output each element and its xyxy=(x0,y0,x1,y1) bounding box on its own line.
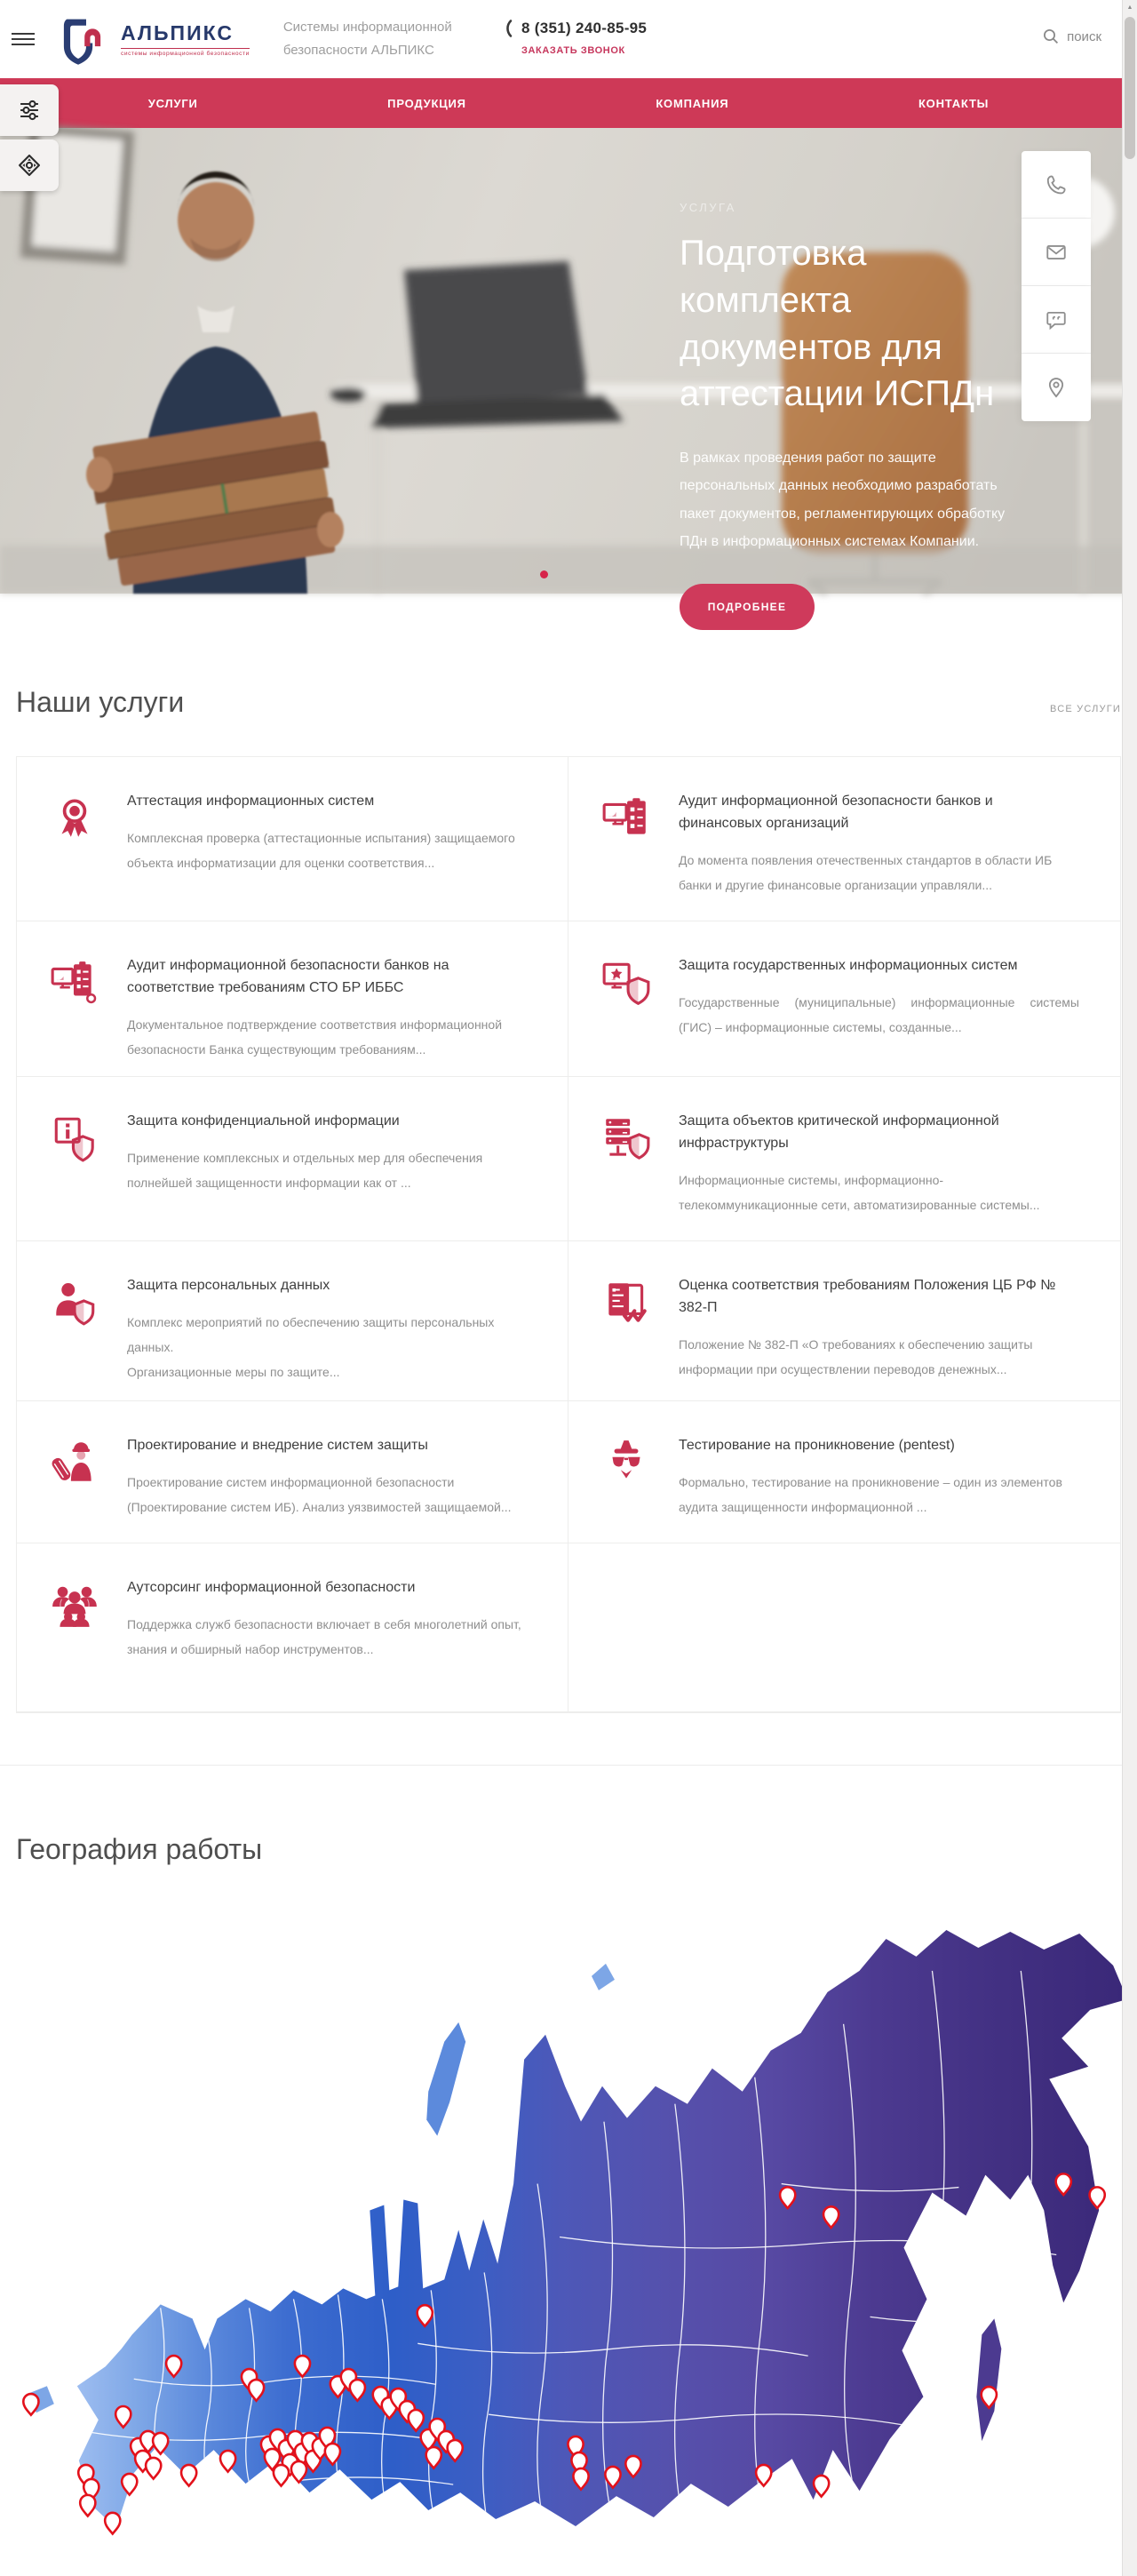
map-pin[interactable] xyxy=(181,2465,196,2486)
hero-text: В рамках проведения работ по защите персональных данных необходимо разработать пакет документов, регламентирующих обработку ПДн в информационных системах Компании. xyxy=(680,451,1006,549)
russia-map-svg xyxy=(27,1918,1137,2539)
phone-icon xyxy=(1045,173,1068,196)
map-pin[interactable] xyxy=(814,2476,829,2497)
phone-number[interactable]: 8 (351) 240-85-95 xyxy=(521,20,648,36)
mail-rail-button[interactable] xyxy=(1022,219,1091,286)
phone-bracket-icon xyxy=(502,20,514,37)
arctic-islands xyxy=(592,1964,615,1990)
header-subtitle: Системы информационной безопасности АЛЬПИКС xyxy=(282,19,452,58)
search-label: поиск xyxy=(1067,28,1101,44)
service-item[interactable] xyxy=(568,1077,1120,1241)
services-section xyxy=(0,594,1137,1713)
service-desc: Комплексная проверка (аттестационные испытания) защищаемого объекта информатизации для оценки соответствия... xyxy=(127,830,515,870)
logo[interactable] xyxy=(60,16,250,62)
accessibility-button[interactable] xyxy=(0,140,59,191)
geography-section xyxy=(0,1765,1137,2539)
audit-bank-icon xyxy=(600,793,652,844)
service-item[interactable] xyxy=(568,1241,1120,1401)
header-phone-block xyxy=(502,20,647,56)
russia-map xyxy=(27,1918,1137,2539)
sliders-button[interactable] xyxy=(0,84,59,136)
hero-banner xyxy=(0,128,1137,613)
nav-item-контакты[interactable]: КОНТАКТЫ xyxy=(918,96,990,110)
services-heading: Наши услуги xyxy=(16,686,185,718)
audit-sto-icon xyxy=(49,957,100,1009)
service-item[interactable] xyxy=(17,757,568,921)
hero-title: Подготовка комплекта документов для аттестации ИСПДн xyxy=(680,234,995,414)
sliders-icon xyxy=(17,98,42,123)
service-title: Аудит информационной безопасности банков и финансовых организаций xyxy=(679,794,993,831)
service-title: Оценка соответствия требованиям Положения ЦБ РФ № 382-П xyxy=(679,1278,1056,1315)
hamburger-menu-icon[interactable] xyxy=(12,29,35,47)
header xyxy=(0,0,1137,78)
sakhalin-island xyxy=(976,2318,1001,2441)
service-desc: Формально, тестирование на проникновение – один из элементов аудита защищенности информационной ... xyxy=(679,1474,1062,1514)
main-nav xyxy=(0,78,1137,128)
service-item[interactable] xyxy=(17,1401,568,1543)
docs-check-icon xyxy=(600,1277,652,1328)
phone-rail-button[interactable] xyxy=(1022,151,1091,219)
service-desc: Комплекс мероприятий по обеспечению защиты персональных данных. Организационные меры по защите... xyxy=(127,1314,495,1379)
gov-shield-icon xyxy=(600,957,652,1009)
mail-icon xyxy=(1045,241,1068,264)
novaya-zemlya-island xyxy=(426,2022,465,2136)
service-title: Аутсорсинг информационной безопасности xyxy=(127,1580,416,1595)
service-desc: Информационные системы, информационно-телекоммуникационные сети, автоматизированные системы... xyxy=(679,1172,1040,1212)
service-desc: Применение комплексных и отдельных мер для обеспечения полнейшей защищенности информации как от ... xyxy=(127,1150,483,1190)
info-shield-icon xyxy=(49,1113,100,1164)
service-item[interactable] xyxy=(568,1401,1120,1543)
map-pin[interactable] xyxy=(146,2458,161,2479)
location-icon xyxy=(1045,376,1068,399)
chat-rail-button[interactable] xyxy=(1022,286,1091,354)
service-desc: Поддержка служб безопасности включает в себя многолетний опыт, знания и обширный набор инструментов... xyxy=(127,1616,521,1656)
service-title: Защита объектов критической информационной инфраструктуры xyxy=(679,1113,999,1151)
service-title: Тестирование на проникновение (pentest) xyxy=(679,1438,955,1453)
service-title: Защита персональных данных xyxy=(127,1278,330,1293)
person-shield-icon xyxy=(49,1277,100,1328)
service-desc: Государственные (муниципальные) информационные системы (ГИС) – информационные системы, созданные... xyxy=(679,994,1079,1034)
search-icon xyxy=(1043,28,1059,44)
service-desc: Положение № 382-П «О требованиях к обеспечению защиты информации при осуществлении переводов денежных... xyxy=(679,1336,1033,1376)
service-item[interactable] xyxy=(17,1543,568,1712)
carousel-dot[interactable] xyxy=(540,570,548,578)
service-title: Аттестация информационных систем xyxy=(127,794,375,809)
service-desc: Проектирование систем информационной безопасности (Проектирование систем ИБ). Анализ уязвимостей защищаемой... xyxy=(127,1474,512,1514)
all-services-link[interactable]: ВСЕ УСЛУГИ xyxy=(1050,704,1121,714)
location-rail-button[interactable] xyxy=(1022,354,1091,421)
service-title: Защита государственных информационных систем xyxy=(679,958,1018,973)
logo-divider xyxy=(121,48,250,49)
logo-name: АЛЬПИКС xyxy=(121,21,234,44)
scrollbar[interactable] xyxy=(1122,0,1137,2576)
pentest-icon xyxy=(600,1437,652,1488)
service-title: Аудит информационной безопасности банков на соответствие требованиям СТО БР ИББС xyxy=(127,958,449,995)
map-pin[interactable] xyxy=(80,2495,95,2516)
nav-item-услуги[interactable]: УСЛУГИ xyxy=(147,96,198,110)
contact-rail xyxy=(1022,151,1091,421)
scrollbar-thumb[interactable] xyxy=(1125,17,1135,159)
service-item[interactable] xyxy=(17,1241,568,1401)
engineer-icon xyxy=(49,1437,100,1488)
service-item[interactable] xyxy=(568,757,1120,921)
callback-link[interactable]: ЗАКАЗАТЬ ЗВОНОК xyxy=(521,45,625,56)
logo-shield-icon xyxy=(60,16,112,62)
side-buttons xyxy=(0,84,59,195)
outsourcing-icon xyxy=(49,1579,100,1631)
nav-item-продукция[interactable]: ПРОДУКЦИЯ xyxy=(387,96,466,110)
scrollbar-up-arrow-icon[interactable]: ▲ xyxy=(1126,4,1133,11)
empty-cell xyxy=(568,1543,1120,1712)
accessibility-icon xyxy=(17,153,42,178)
service-desc: Документальное подтверждение соответствия информационной безопасности Банка существующим требованиям... xyxy=(127,1017,503,1057)
service-title: Защита конфиденциальной информации xyxy=(127,1113,400,1128)
logo-tagline: системы информационной безопасности xyxy=(121,51,250,57)
map-pin[interactable] xyxy=(274,2465,289,2486)
search-button[interactable] xyxy=(1043,28,1101,44)
hero-kicker: УСЛУГА xyxy=(680,201,736,214)
award-icon xyxy=(49,793,100,844)
map-pin[interactable] xyxy=(105,2513,120,2534)
server-shield-icon xyxy=(600,1113,652,1164)
services-grid xyxy=(16,756,1121,1713)
service-item[interactable] xyxy=(568,921,1120,1077)
service-title: Проектирование и внедрение систем защиты xyxy=(127,1438,428,1453)
nav-item-компания[interactable]: КОМПАНИЯ xyxy=(656,96,729,110)
hero-copy xyxy=(680,201,1035,630)
hero-more-button[interactable]: ПОДРОБНЕЕ xyxy=(680,584,815,630)
service-item[interactable] xyxy=(17,1077,568,1241)
chat-icon xyxy=(1045,308,1068,331)
geography-heading: География работы xyxy=(16,1833,263,1865)
service-desc: До момента появления отечественных стандартов в области ИБ банки и другие финансовые организации управляли... xyxy=(679,852,1053,892)
service-item[interactable] xyxy=(17,921,568,1077)
